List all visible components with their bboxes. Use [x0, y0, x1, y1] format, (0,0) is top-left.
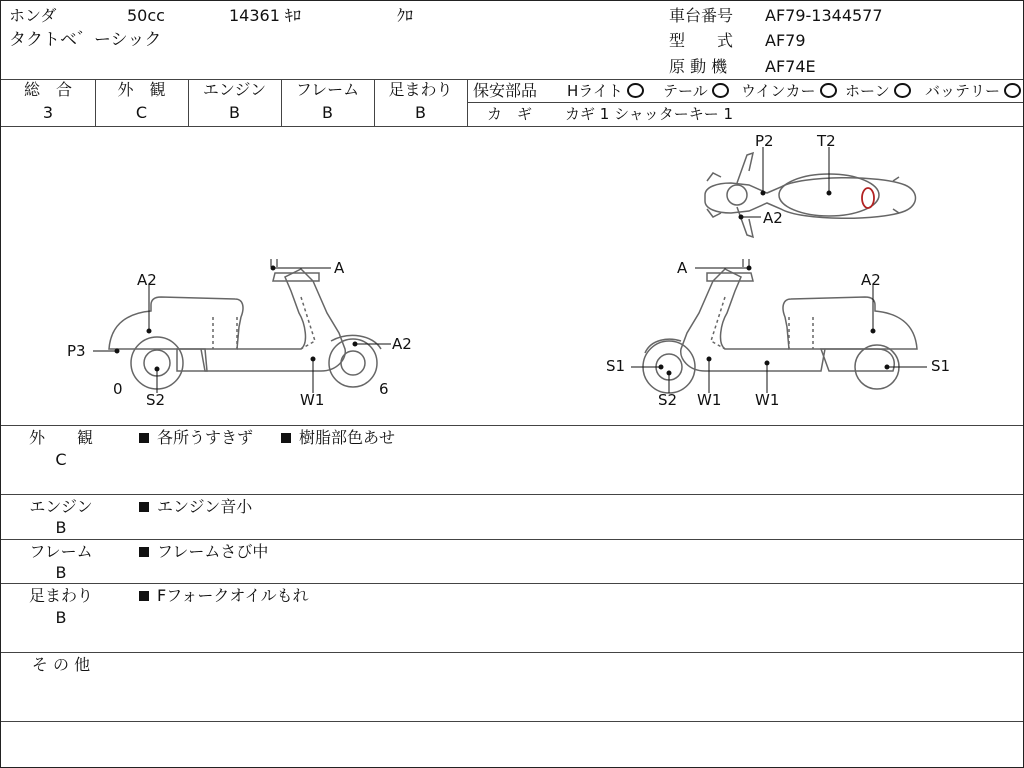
chassis-number: AF79-1344577	[765, 6, 883, 25]
model-name: タクトベ゛ーシック	[9, 30, 162, 50]
grade-total-value: 3	[42, 103, 54, 122]
ok-circle-icon	[1004, 83, 1021, 98]
grade-total-label: 総 合	[23, 80, 72, 99]
ok-circle-icon	[712, 83, 729, 98]
label-a: A	[334, 259, 345, 277]
divider	[1, 583, 1023, 584]
label-s1: S1	[931, 357, 951, 375]
engine-value: AF74E	[765, 57, 816, 76]
damage-mark	[862, 188, 874, 208]
label-p2: P2	[755, 132, 774, 150]
label-a2: A2	[392, 335, 412, 353]
mileage: 14361 ｷﾛ	[229, 6, 301, 25]
label-a2-top: A2	[763, 209, 783, 227]
divider	[467, 79, 468, 126]
chassis-label: 車台番号	[669, 6, 734, 25]
safety-item-headlight: Hライト	[567, 82, 644, 100]
bullet-square-icon	[139, 433, 149, 443]
grade-engine-label: エンジン	[202, 80, 267, 99]
grade-engine-value: B	[229, 103, 240, 122]
note-category: 足まわり	[28, 586, 93, 605]
label-s2: S2	[146, 391, 166, 409]
label-0: 0	[113, 380, 123, 398]
safety-item-winker: ウインカー	[741, 82, 837, 100]
safety-item-tail: テール	[663, 82, 729, 100]
key-label: カ ギ	[487, 105, 533, 123]
label-a: A	[677, 259, 688, 277]
bullet-square-icon	[139, 502, 149, 512]
scooter-right-hidden-lines	[711, 297, 813, 349]
label-w1: W1	[755, 391, 780, 409]
scooter-top-view	[705, 153, 916, 237]
damage-diagram	[1, 127, 1023, 425]
grade-frame-value: B	[322, 103, 333, 122]
note-grade: B	[55, 518, 67, 537]
note-category: エンジン	[29, 497, 93, 516]
type-label: 型 式	[669, 31, 734, 50]
bullet-square-icon	[281, 433, 291, 443]
note-text: フレームさび中	[139, 543, 268, 561]
label-a2: A2	[137, 271, 157, 289]
divider	[1, 652, 1023, 653]
bullet-square-icon	[139, 547, 149, 557]
note-grade: B	[55, 563, 67, 582]
ok-circle-icon	[894, 83, 911, 98]
divider	[1, 539, 1023, 540]
type-value: AF79	[765, 31, 806, 50]
bullet-square-icon	[139, 591, 149, 601]
label-p3: P3	[67, 342, 86, 360]
label-s1: S1	[606, 357, 626, 375]
grade-suspension-value: B	[415, 103, 426, 122]
label-s2: S2	[658, 391, 678, 409]
safety-item-battery: バッテリー	[925, 82, 1021, 100]
divider	[467, 102, 1023, 103]
scooter-left-hidden-lines	[213, 297, 315, 349]
maker: ホンダ	[9, 6, 57, 25]
safety-item-horn: ホーン	[845, 82, 911, 100]
divider	[1, 425, 1023, 426]
body-color: ｸﾛ	[397, 6, 414, 25]
grade-exterior-value: C	[135, 103, 148, 122]
displacement: 50cc	[127, 6, 165, 25]
note-text: Fフォークオイルもれ	[139, 587, 309, 605]
label-a2: A2	[861, 271, 881, 289]
divider	[1, 721, 1023, 722]
grade-suspension-label: 足まわり	[388, 80, 453, 99]
note-text: エンジン音小	[139, 498, 252, 516]
ok-circle-icon	[820, 83, 837, 98]
key-value: カギ 1 シャッターキー 1	[565, 105, 734, 123]
ok-circle-icon	[627, 83, 644, 98]
label-t2: T2	[817, 132, 836, 150]
label-w1: W1	[697, 391, 722, 409]
note-grade: B	[55, 608, 67, 627]
note-text: 各所うすきず	[139, 429, 253, 447]
engine-label: 原 動 機	[669, 57, 728, 76]
note-category: そ の 他	[31, 655, 91, 674]
note-text: 樹脂部色あせ	[281, 429, 395, 447]
note-grade: C	[55, 450, 67, 469]
label-6: 6	[379, 380, 389, 398]
grade-exterior-label: 外 観	[117, 80, 166, 99]
divider	[1, 494, 1023, 495]
grade-frame-label: フレーム	[295, 80, 360, 99]
note-category: 外 観	[28, 428, 93, 447]
label-w1: W1	[300, 391, 325, 409]
note-category: フレーム	[29, 542, 93, 561]
safety-label: 保安部品	[473, 81, 538, 100]
